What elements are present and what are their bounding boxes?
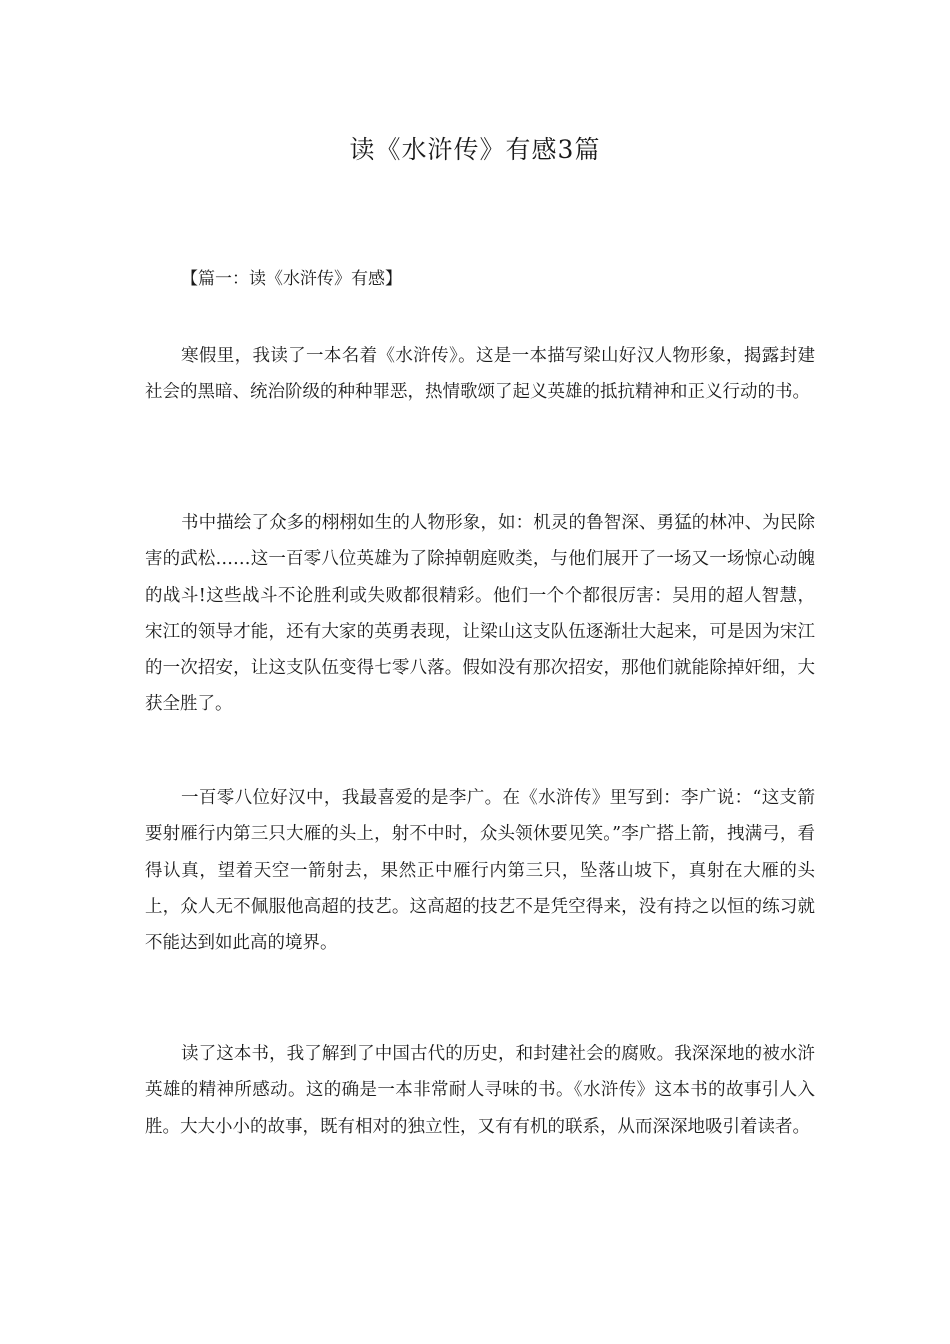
section-heading: 【篇一：读《水浒传》有感】	[181, 269, 402, 289]
document-title: 读《水浒传》有感3篇	[349, 135, 601, 164]
paragraph-1: 寒假里，我读了一本名着《水浒传》。这是一本描写梁山好汉人物形象，揭露封建社会的黑暗、统治阶级的种种罪恶，热情歌颂了起义英雄的抵抗精神和正义行动的书。	[145, 346, 815, 403]
paragraph-4: 读了这本书，我了解到了中国古代的历史，和封建社会的腐败。我深深地的被水浒英雄的精神所感动。这的确是一本非常耐人寻味的书。《水浒传》这本书的故事引人入胜。大大小小的故事，既有相对的独立性，又有有机的联系，从而深深地吸引着读者。	[145, 1044, 815, 1137]
paragraph-3: 一百零八位好汉中，我最喜爱的是李广。在《水浒传》里写到：李广说：“这支箭要射雁行内第三只大雁的头上，射不中时，众头领休要见笑。”李广搭上箭，拽满弓，看得认真，望着天空一箭射去，果然正中雁行内第三只，坠落山坡下，真射在大雁的头上，众人无不佩服他高超的技艺。这高超的技艺不是凭空得来，没有持之以恒的练习就不能达到如此高的境界。	[145, 788, 815, 954]
paragraph-2: 书中描绘了众多的栩栩如生的人物形象，如：机灵的鲁智深、勇猛的林冲、为民除害的武松……这一百零八位英雄为了除掉朝庭败类，与他们展开了一场又一场惊心动魄的战斗!这些战斗不论胜利或失败都很精彩。他们一个个都很厉害：吴用的超人智慧，宋江的领导才能，还有大家的英勇表现，让梁山这支队伍逐渐壮大起来，可是因为宋江的一次招安，让这支队伍变得七零八落。假如没有那次招安，那他们就能除掉奸细，大获全胜了。	[145, 513, 815, 715]
